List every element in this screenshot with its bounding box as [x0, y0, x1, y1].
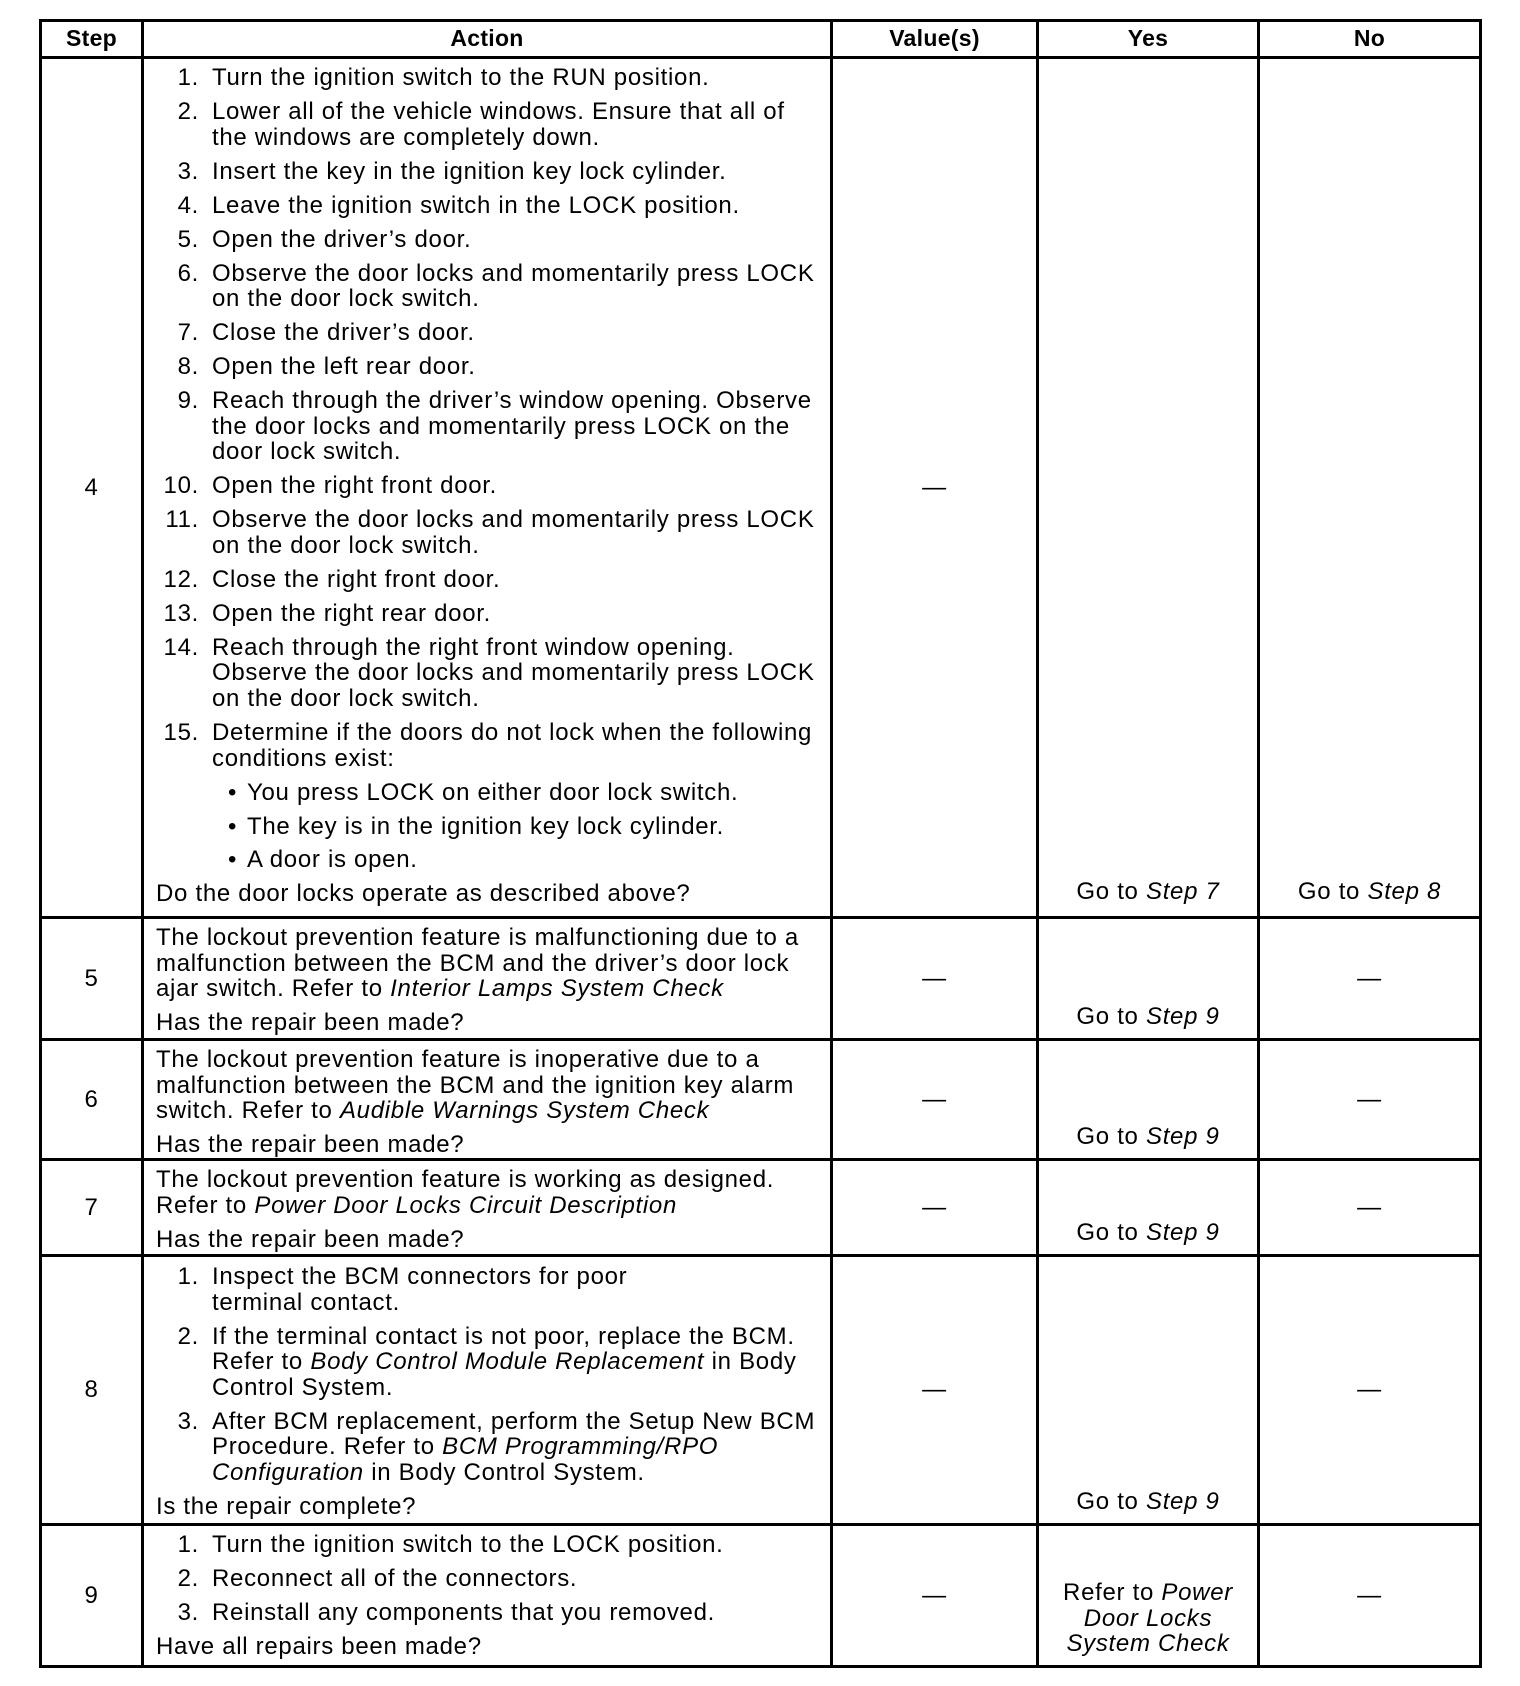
yes-step-ref: Step 9	[1145, 1003, 1220, 1031]
action-step-item	[144, 159, 830, 185]
item-number: 1.	[177, 1531, 199, 1558]
action-text: in Body Control System.	[371, 1458, 645, 1486]
no-dash: —	[1357, 964, 1382, 992]
item-text-line: Observe the door locks and momentarily press LOCK	[212, 659, 815, 687]
action-text: Procedure. Refer to	[212, 1433, 435, 1461]
yes-cell	[1039, 59, 1260, 919]
no-step-ref: Step 8	[1367, 878, 1442, 906]
header-yes: Yes	[1039, 22, 1260, 59]
action-step-item	[144, 65, 830, 91]
item-number: 3.	[177, 1407, 199, 1435]
no-dash: —	[1357, 1376, 1382, 1404]
action-text-line	[156, 1193, 830, 1219]
yes-reference-title: System Check	[1066, 1630, 1230, 1658]
value-cell	[833, 1526, 1039, 1668]
value-cell	[833, 1257, 1039, 1526]
step-cell	[42, 59, 144, 919]
header-values: Value(s)	[833, 22, 1039, 59]
action-step-item	[144, 1600, 830, 1626]
yes-step-ref: Step 9	[1145, 1488, 1220, 1516]
item-number: 11.	[165, 506, 199, 534]
value-dash: —	[922, 473, 947, 501]
yes-reference-title: Door Locks	[1083, 1604, 1213, 1632]
action-text-line	[156, 976, 830, 1002]
bullet-item	[144, 847, 830, 873]
action-text: ajar switch. Refer to	[156, 975, 383, 1003]
item-number: 6.	[177, 259, 199, 287]
step-cell	[42, 1257, 144, 1526]
value-cell	[833, 1161, 1039, 1257]
action-step-item	[144, 261, 830, 312]
action-text: Refer to	[212, 1348, 303, 1376]
item-number: 13.	[163, 599, 199, 627]
step-number: 4	[84, 473, 99, 501]
item-text-line: on the door lock switch.	[212, 531, 480, 559]
header-step: Step	[42, 22, 144, 59]
no-dash: —	[1357, 1085, 1382, 1113]
item-number: 5.	[177, 225, 199, 253]
action-text: in Body	[711, 1348, 797, 1376]
bullet-icon	[228, 780, 247, 806]
yes-text: Refer to	[1063, 1579, 1155, 1607]
item-text-line: Inspect the BCM connectors for poor	[212, 1263, 628, 1290]
action-step-item	[144, 1532, 830, 1558]
action-step-item	[144, 507, 830, 558]
yes-text: Go to	[1076, 1003, 1139, 1031]
item-text-line	[212, 1349, 797, 1375]
no-cell	[1260, 1041, 1482, 1161]
item-text-line: door lock switch.	[212, 438, 402, 466]
item-text-line: Open the right front door.	[212, 472, 498, 500]
item-text-line: Open the left rear door.	[212, 353, 476, 381]
diagnostic-table	[39, 19, 1482, 1668]
yes-text: Go to	[1076, 1488, 1139, 1516]
yes-cell	[1039, 1526, 1260, 1668]
item-text-line: After BCM replacement, perform the Setup New BCM	[212, 1407, 816, 1435]
item-text-line: Leave the ignition switch in the LOCK position.	[212, 191, 740, 219]
value-dash: —	[922, 1581, 947, 1609]
action-step-item	[144, 635, 830, 712]
action-cell	[144, 919, 833, 1041]
item-text-line: If the terminal contact is not poor, replace the BCM.	[212, 1322, 795, 1350]
value-cell	[833, 59, 1039, 919]
reference-title: Interior Lamps System Check	[390, 975, 724, 1003]
step-number: 8	[84, 1376, 99, 1404]
yes-cell	[1039, 1161, 1260, 1257]
action-question: Is the repair complete?	[156, 1492, 417, 1520]
no-dash: —	[1357, 1193, 1382, 1221]
step-number: 7	[84, 1193, 99, 1221]
item-text-line: Reinstall any components that you removed.	[212, 1598, 715, 1626]
step-cell	[42, 1041, 144, 1161]
item-text-line: Insert the key in the ignition key lock cylinder.	[212, 157, 727, 185]
action-step-item	[144, 473, 830, 499]
reference-title: Audible Warnings System Check	[339, 1097, 710, 1125]
item-text-line: on the door lock switch.	[212, 684, 480, 712]
yes-cell	[1039, 1257, 1260, 1526]
action-step-item	[144, 601, 830, 627]
action-step-item	[144, 388, 830, 465]
action-text-line: The lockout prevention feature is working as designed.	[156, 1166, 775, 1193]
item-text-line: the door locks and momentarily press LOCK on the	[212, 412, 790, 440]
item-text-line: Control System.	[212, 1373, 394, 1401]
action-text-line: The lockout prevention feature is inoperative due to a	[156, 1046, 760, 1073]
action-step-item	[144, 193, 830, 219]
step-number: 5	[84, 964, 99, 992]
item-number: 3.	[177, 1598, 199, 1626]
item-text-line: Turn the ignition switch to the RUN position.	[212, 64, 710, 91]
action-step-item	[144, 354, 830, 380]
action-step-item	[144, 1566, 830, 1592]
value-dash: —	[922, 964, 947, 992]
bullet-text: A door is open.	[247, 846, 418, 874]
item-number: 10.	[163, 472, 199, 500]
item-text-line: on the door lock switch.	[212, 285, 480, 313]
action-step-item	[144, 320, 830, 346]
action-step-item	[144, 567, 830, 593]
value-cell	[833, 1041, 1039, 1161]
yes-text: Go to	[1076, 1219, 1139, 1247]
action-question: Has the repair been made?	[156, 1225, 465, 1253]
no-dash: —	[1357, 1581, 1382, 1609]
yes-cell	[1039, 1041, 1260, 1161]
item-number: 7.	[177, 319, 199, 347]
action-question: Have all repairs been made?	[156, 1632, 482, 1660]
step-cell	[42, 1526, 144, 1668]
no-cell	[1260, 1161, 1482, 1257]
action-text-line: malfunction between the BCM and the driver’s door lock	[156, 949, 790, 977]
no-cell	[1260, 1526, 1482, 1668]
yes-reference-title: Power	[1161, 1579, 1233, 1607]
header-no: No	[1260, 22, 1482, 59]
action-question: Has the repair been made?	[156, 1131, 465, 1159]
item-number: 2.	[177, 1564, 199, 1592]
value-cell	[833, 919, 1039, 1041]
no-cell	[1260, 59, 1482, 919]
item-text-line: Determine if the doors do not lock when the following	[212, 718, 813, 746]
item-text-line: Reconnect all of the connectors.	[212, 1564, 578, 1592]
bullet-icon	[228, 847, 247, 873]
yes-step-ref: Step 9	[1145, 1123, 1220, 1151]
action-text-line	[156, 1098, 830, 1124]
item-number: 4.	[177, 191, 199, 219]
item-text-line: conditions exist:	[212, 744, 395, 772]
item-text-line: Turn the ignition switch to the LOCK position.	[212, 1531, 724, 1558]
item-number: 12.	[163, 565, 199, 593]
bullet-item	[144, 780, 830, 806]
header-action: Action	[144, 22, 833, 59]
action-step-item	[144, 1264, 830, 1315]
bullet-text: The key is in the ignition key lock cylinder.	[247, 812, 725, 840]
reference-title: BCM Programming/RPO	[442, 1433, 719, 1461]
action-step-item	[144, 99, 830, 150]
action-step-item	[144, 1324, 830, 1401]
action-cell	[144, 1257, 833, 1526]
item-number: 1.	[177, 64, 199, 91]
value-dash: —	[922, 1085, 947, 1113]
item-number: 1.	[177, 1263, 199, 1290]
action-text: Refer to	[156, 1191, 247, 1219]
action-text-line: malfunction between the BCM and the ignition key alarm	[156, 1071, 795, 1099]
step-cell	[42, 1161, 144, 1257]
yes-step-ref: Step 7	[1145, 878, 1220, 906]
no-text: Go to	[1297, 878, 1361, 906]
action-question: Has the repair been made?	[156, 1009, 465, 1037]
action-text-line: The lockout prevention feature is malfunctioning due to a	[156, 924, 799, 951]
item-text-line: the windows are completely down.	[212, 123, 600, 151]
yes-cell	[1039, 919, 1260, 1041]
yes-text: Go to	[1076, 1123, 1139, 1151]
item-text-line: Lower all of the vehicle windows. Ensure that all of	[212, 97, 785, 125]
item-number: 8.	[177, 353, 199, 381]
action-step-item	[144, 720, 830, 771]
item-text-line: terminal contact.	[212, 1288, 400, 1316]
value-dash: —	[922, 1193, 947, 1221]
item-text-line: Observe the door locks and momentarily press LOCK	[212, 259, 815, 287]
item-text-line: Close the right front door.	[212, 565, 501, 593]
action-cell	[144, 59, 833, 919]
item-text-line: Observe the door locks and momentarily press LOCK	[212, 506, 815, 534]
yes-text: Go to	[1076, 878, 1139, 906]
item-text-line: Reach through the right front window opening.	[212, 633, 735, 661]
no-cell	[1260, 919, 1482, 1041]
reference-title: Power Door Locks Circuit Description	[254, 1191, 678, 1219]
item-text-line: Close the driver’s door.	[212, 319, 475, 347]
action-cell	[144, 1161, 833, 1257]
reference-title: Configuration	[212, 1458, 364, 1486]
item-number: 9.	[177, 387, 199, 415]
bullet-text: You press LOCK on either door lock switch.	[247, 778, 739, 806]
item-number: 14.	[163, 633, 199, 661]
step-number: 6	[84, 1085, 99, 1113]
bullet-item	[144, 814, 830, 840]
action-question: Do the door locks operate as described above?	[156, 880, 691, 908]
item-text-line	[212, 1460, 815, 1486]
item-number: 2.	[177, 97, 199, 125]
action-text: switch. Refer to	[156, 1097, 333, 1125]
action-step-item	[144, 1409, 830, 1486]
item-text-line: Open the driver’s door.	[212, 225, 472, 253]
action-step-item	[144, 227, 830, 253]
item-text-line: Reach through the driver’s window opening. Observe	[212, 387, 812, 415]
reference-title: Body Control Module Replacement	[310, 1348, 705, 1376]
value-dash: —	[922, 1376, 947, 1404]
item-text-line: Open the right rear door.	[212, 599, 491, 627]
item-text-line	[212, 1434, 815, 1460]
action-cell	[144, 1526, 833, 1668]
item-number: 3.	[177, 157, 199, 185]
step-number: 9	[84, 1581, 99, 1609]
item-number: 15.	[163, 718, 199, 746]
item-number: 2.	[177, 1322, 199, 1350]
no-cell	[1260, 1257, 1482, 1526]
action-cell	[144, 1041, 833, 1161]
step-cell	[42, 919, 144, 1041]
bullet-icon	[228, 814, 247, 840]
yes-step-ref: Step 9	[1145, 1219, 1220, 1247]
